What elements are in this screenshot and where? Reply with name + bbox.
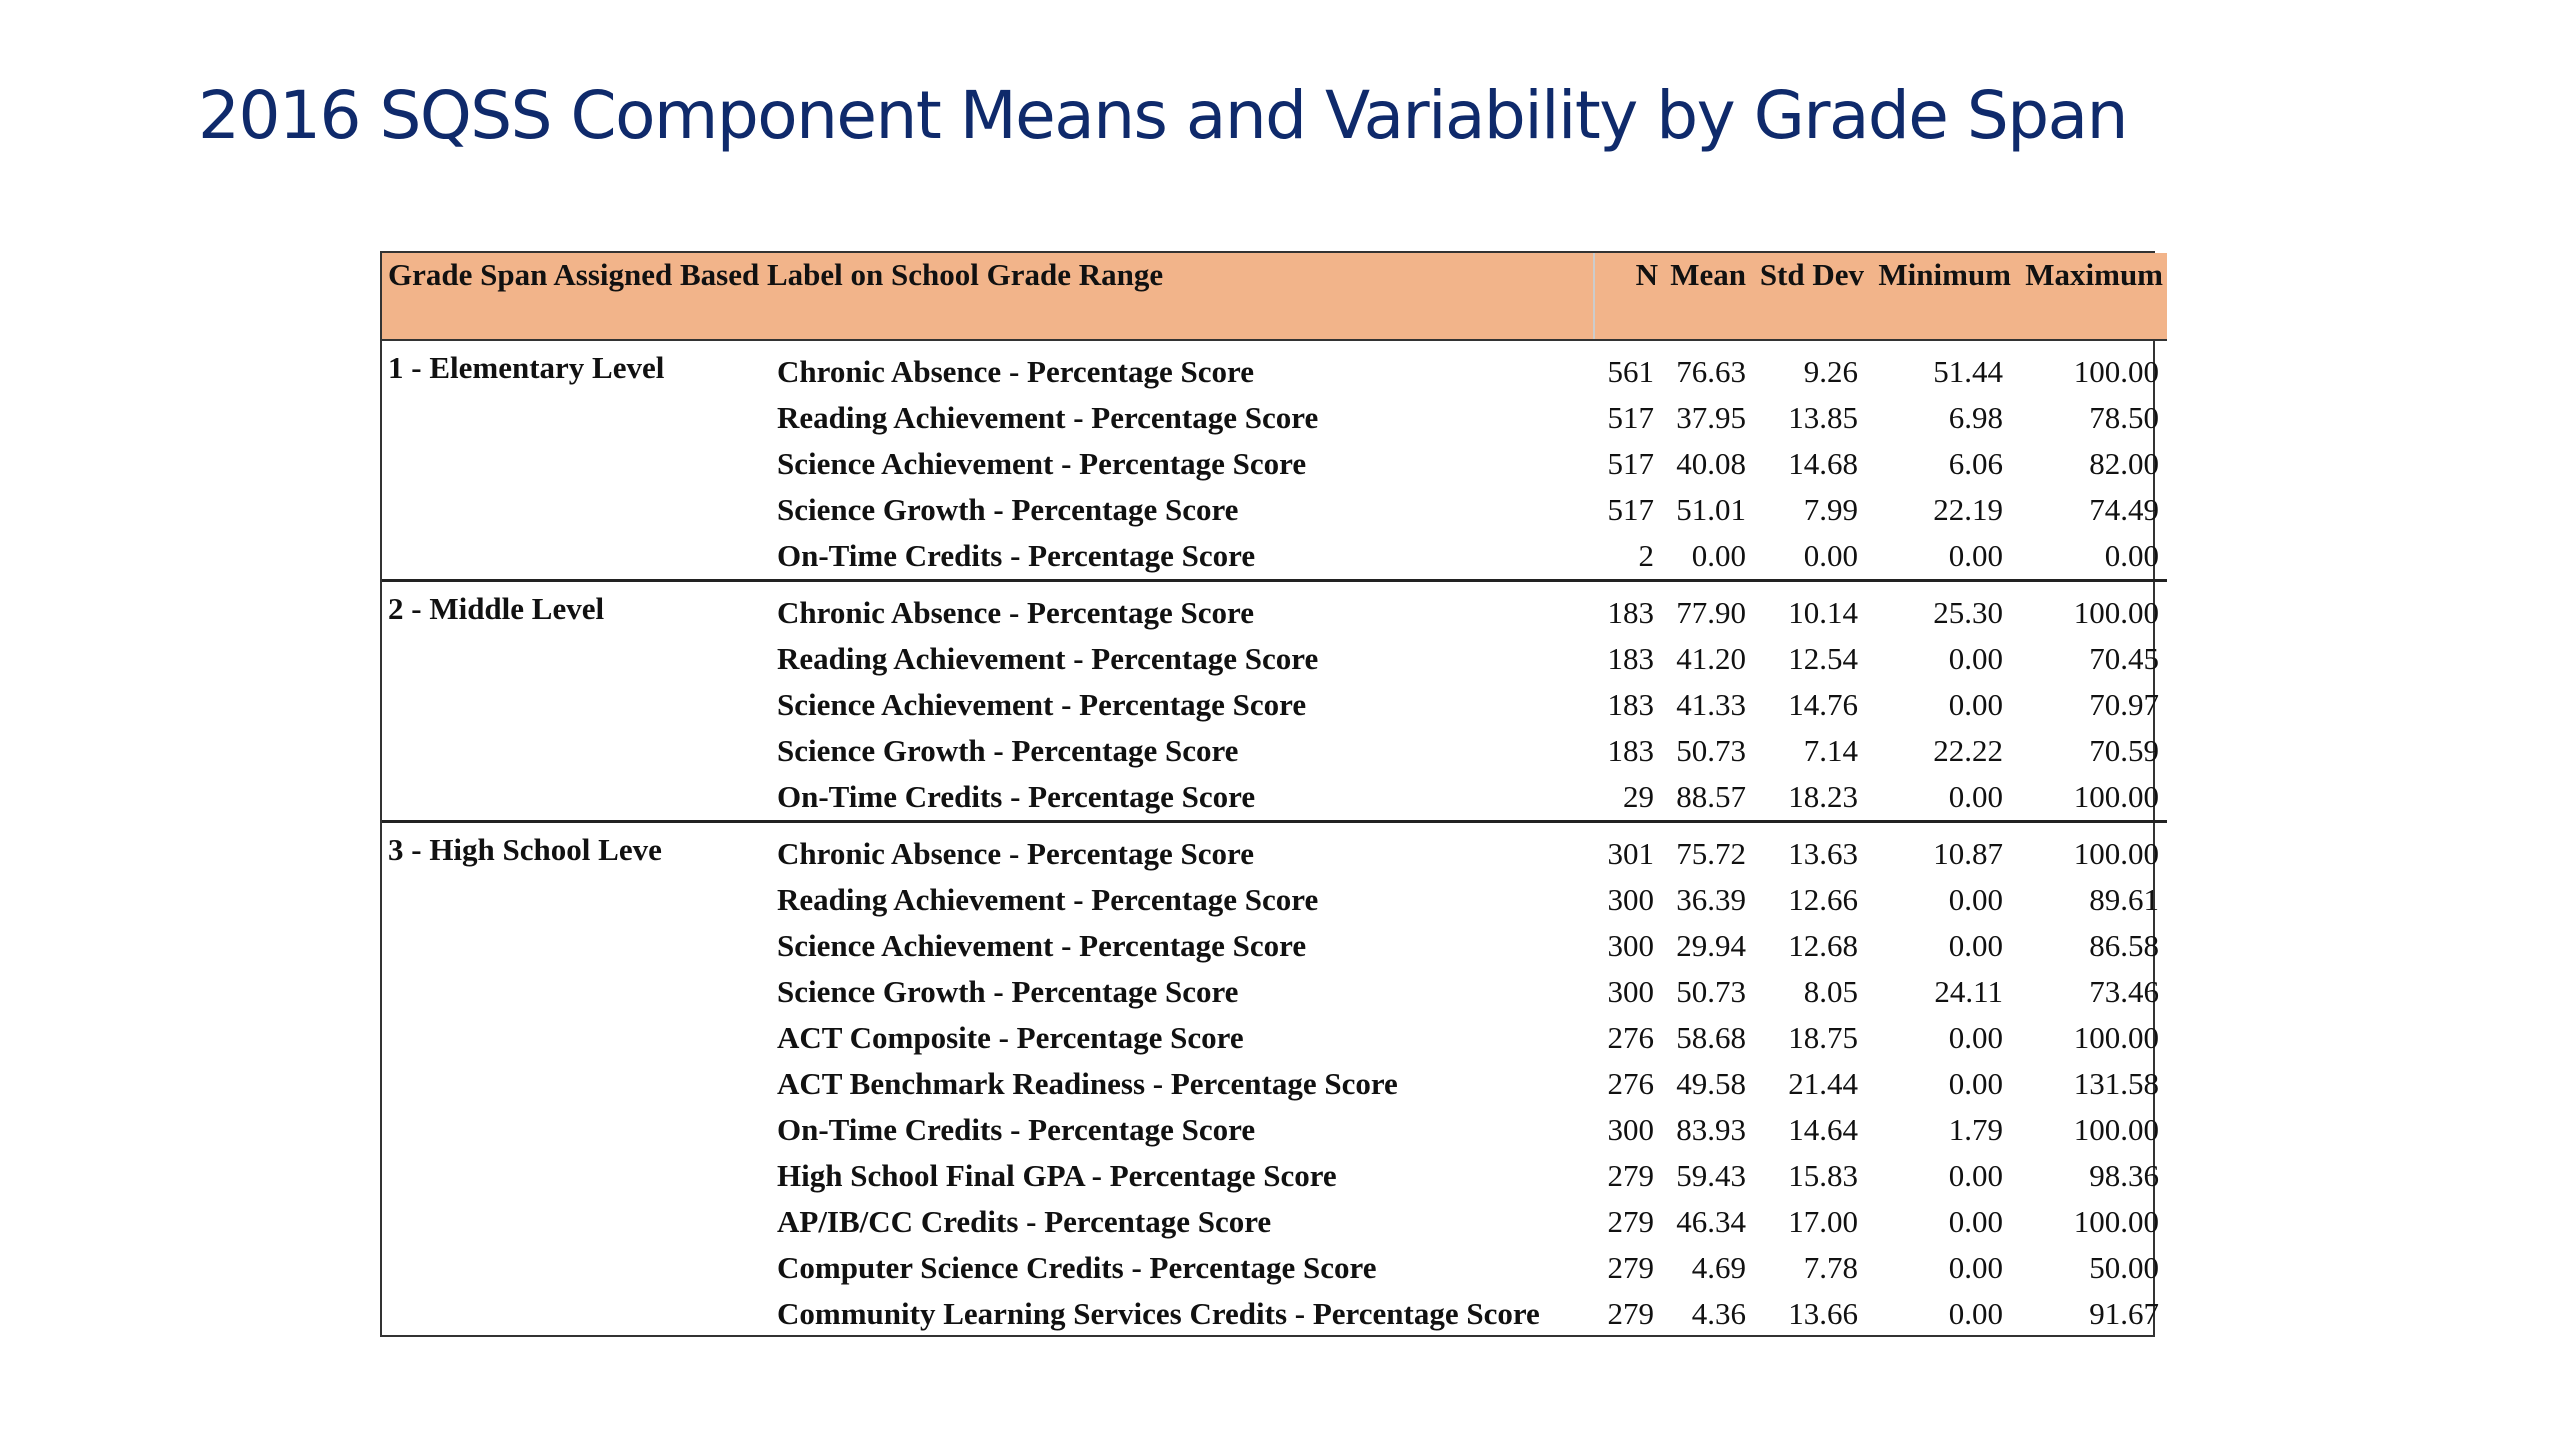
cell-std-dev: 12.66 [1788,882,1859,917]
header-maximum: Maximum [2015,253,2167,340]
cell-maximum: 73.46 [2089,974,2160,1009]
component-label: Reading Achievement - Percentage Score [777,400,1319,435]
cell-mean: 59.43 [1676,1158,1747,1193]
component-label: Science Growth - Percentage Score [777,492,1239,527]
table-header [382,253,2167,340]
header-n: N [1594,253,1662,340]
cell-mean: 75.72 [1662,822,1750,878]
cell-maximum: 100.00 [2073,354,2160,389]
component-label: Chronic Absence - Percentage Score [777,822,1594,878]
grade-span-group [382,822,2167,1338]
component-label: Community Learning Services Credits - Percentage Score [777,1296,1540,1331]
cell-n: 276 [1607,1066,1655,1101]
cell-minimum: 0.00 [1948,1158,2004,1193]
cell-std-dev: 14.68 [1788,446,1859,481]
cell-mean: 40.08 [1676,446,1747,481]
cell-n: 183 [1607,687,1655,722]
cell-std-dev: 7.99 [1803,492,1859,527]
table-row [382,581,2167,637]
cell-minimum: 0.00 [1948,1250,2004,1285]
cell-mean: 50.73 [1676,733,1747,768]
cell-mean: 49.58 [1676,1066,1747,1101]
cell-minimum: 25.30 [1868,581,2015,637]
cell-mean: 41.20 [1676,641,1747,676]
component-label: ACT Composite - Percentage Score [777,1020,1244,1055]
cell-mean: 29.94 [1676,928,1747,963]
cell-maximum: 98.36 [2089,1158,2160,1193]
cell-std-dev: 8.05 [1803,974,1859,1009]
cell-std-dev: 14.76 [1788,687,1859,722]
cell-n: 279 [1607,1296,1655,1331]
component-label: On-Time Credits - Percentage Score [777,538,1256,573]
cell-minimum: 10.87 [1868,822,2015,878]
cell-std-dev: 7.78 [1803,1250,1859,1285]
cell-minimum: 6.98 [1948,400,2004,435]
cell-maximum: 70.59 [2089,733,2160,768]
cell-maximum: 91.67 [2089,1296,2160,1331]
component-label: Science Growth - Percentage Score [777,733,1239,768]
cell-n: 29 [1623,779,1655,814]
cell-maximum: 100.00 [2073,1204,2160,1239]
table-row [382,822,2167,878]
stats-table-frame [380,251,2164,1337]
cell-n: 2 [1638,538,1655,573]
component-label: Science Achievement - Percentage Score [777,928,1307,963]
cell-mean: 83.93 [1676,1112,1747,1147]
cell-n: 301 [1594,822,1662,878]
grade-span-label: 1 - Elementary Level [388,350,665,385]
table-row [382,340,2167,395]
cell-n: 517 [1607,400,1655,435]
page-title: 2016 SQSS Component Means and Variability by Grade Span [198,77,2127,154]
component-label: Science Achievement - Percentage Score [777,446,1307,481]
cell-mean: 88.57 [1676,779,1747,814]
cell-std-dev: 14.64 [1788,1112,1859,1147]
cell-std-dev: 13.63 [1750,822,1868,878]
cell-n: 300 [1607,974,1655,1009]
grade-span-group [382,581,2167,822]
cell-mean: 46.34 [1676,1204,1747,1239]
cell-std-dev: 13.66 [1788,1296,1859,1331]
cell-maximum: 131.58 [2073,1066,2160,1101]
cell-maximum: 89.61 [2089,882,2160,917]
cell-std-dev: 17.00 [1788,1204,1859,1239]
cell-n: 279 [1607,1204,1655,1239]
stats-table [382,253,2167,1337]
cell-std-dev: 21.44 [1788,1066,1859,1101]
cell-maximum: 82.00 [2089,446,2160,481]
component-label: On-Time Credits - Percentage Score [777,779,1256,814]
cell-mean: 4.69 [1691,1250,1747,1285]
cell-maximum: 78.50 [2089,400,2160,435]
cell-n: 183 [1594,581,1662,637]
component-label: Computer Science Credits - Percentage Score [777,1250,1377,1285]
cell-n: 279 [1607,1250,1655,1285]
cell-maximum: 100.00 [2015,581,2167,637]
component-label: Reading Achievement - Percentage Score [777,882,1319,917]
header-label-column: Grade Span Assigned Based Label on School Grade Range [382,253,1594,340]
component-label: ACT Benchmark Readiness - Percentage Score [777,1066,1398,1101]
cell-maximum: 100.00 [2073,1020,2160,1055]
cell-std-dev: 12.54 [1788,641,1859,676]
cell-minimum: 0.00 [1948,1296,2004,1331]
cell-maximum: 70.97 [2089,687,2160,722]
cell-minimum: 0.00 [1948,641,2004,676]
cell-minimum: 0.00 [1948,1066,2004,1101]
cell-std-dev: 18.75 [1788,1020,1859,1055]
cell-minimum: 1.79 [1948,1112,2004,1147]
header-row [382,253,2167,340]
cell-maximum: 70.45 [2089,641,2160,676]
cell-std-dev: 18.23 [1788,779,1859,814]
cell-minimum: 51.44 [1933,354,2004,389]
cell-minimum: 0.00 [1948,1204,2004,1239]
cell-mean: 41.33 [1676,687,1747,722]
cell-mean: 76.63 [1676,354,1747,389]
cell-std-dev: 12.68 [1788,928,1859,963]
cell-minimum: 0.00 [1948,928,2004,963]
cell-n: 300 [1607,882,1655,917]
component-label: Chronic Absence - Percentage Score [777,581,1594,637]
cell-n: 183 [1607,733,1655,768]
cell-n: 276 [1607,1020,1655,1055]
component-label: On-Time Credits - Percentage Score [777,1112,1256,1147]
cell-maximum: 86.58 [2089,928,2160,963]
cell-mean: 50.73 [1676,974,1747,1009]
cell-n: 517 [1607,492,1655,527]
cell-mean: 4.36 [1691,1296,1747,1331]
cell-n: 561 [1607,354,1655,389]
component-label: Reading Achievement - Percentage Score [777,641,1319,676]
cell-maximum: 74.49 [2089,492,2160,527]
cell-maximum: 50.00 [2089,1250,2160,1285]
cell-minimum: 22.22 [1933,733,2004,768]
cell-maximum: 100.00 [2073,779,2160,814]
cell-mean: 0.00 [1691,538,1747,573]
cell-mean: 58.68 [1676,1020,1747,1055]
grade-span-label: 3 - High School Leve [382,822,777,1338]
header-mean: Mean [1662,253,1750,340]
component-label: Chronic Absence - Percentage Score [777,354,1254,389]
cell-maximum: 100.00 [2015,822,2167,878]
cell-maximum: 100.00 [2073,1112,2160,1147]
cell-maximum: 0.00 [2104,538,2160,573]
cell-minimum: 0.00 [1948,779,2004,814]
cell-n: 517 [1607,446,1655,481]
cell-minimum: 0.00 [1948,1020,2004,1055]
cell-minimum: 0.00 [1948,882,2004,917]
cell-mean: 37.95 [1676,400,1747,435]
cell-mean: 51.01 [1676,492,1747,527]
grade-span-label: 2 - Middle Level [382,581,777,822]
cell-minimum: 0.00 [1948,687,2004,722]
cell-n: 300 [1607,1112,1655,1147]
component-label: Science Achievement - Percentage Score [777,687,1307,722]
cell-minimum: 6.06 [1948,446,2004,481]
cell-std-dev: 9.26 [1803,354,1859,389]
cell-minimum: 22.19 [1933,492,2004,527]
cell-mean: 77.90 [1662,581,1750,637]
cell-std-dev: 10.14 [1750,581,1868,637]
component-label: Science Growth - Percentage Score [777,974,1239,1009]
cell-std-dev: 13.85 [1788,400,1859,435]
component-label: AP/IB/CC Credits - Percentage Score [777,1204,1272,1239]
cell-std-dev: 7.14 [1803,733,1859,768]
cell-mean: 36.39 [1676,882,1747,917]
cell-minimum: 24.11 [1934,974,2004,1009]
cell-std-dev: 15.83 [1788,1158,1859,1193]
cell-n: 279 [1607,1158,1655,1193]
grade-span-group [382,340,2167,581]
cell-n: 183 [1607,641,1655,676]
cell-n: 300 [1607,928,1655,963]
component-label: High School Final GPA - Percentage Score [777,1158,1337,1193]
cell-std-dev: 0.00 [1803,538,1859,573]
cell-minimum: 0.00 [1948,538,2004,573]
header-std-dev: Std Dev [1750,253,1868,340]
header-minimum: Minimum [1868,253,2015,340]
